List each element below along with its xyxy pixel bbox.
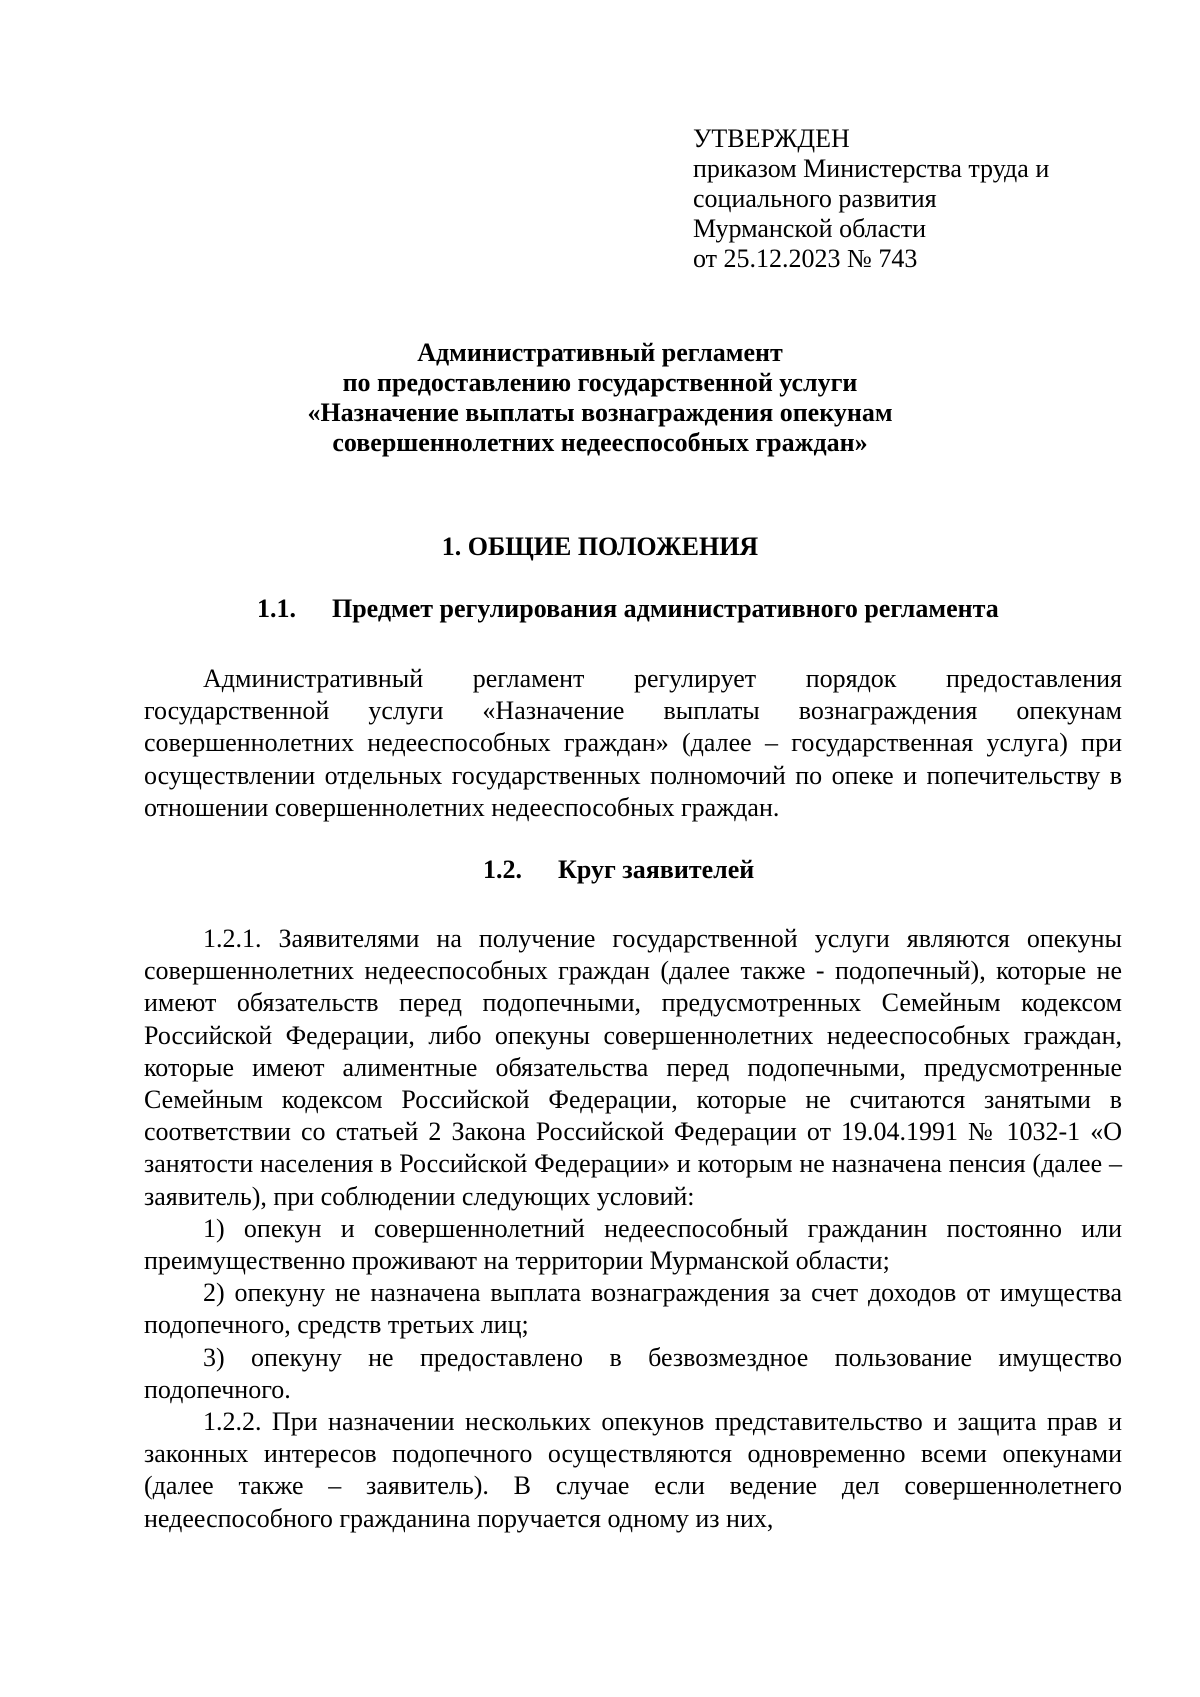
title-line: по предоставлению государственной услуги bbox=[342, 368, 858, 397]
subsection-title: Круг заявителей bbox=[558, 855, 755, 884]
subsection-heading-1-1 bbox=[257, 594, 999, 624]
approval-line: Мурманской области bbox=[693, 214, 926, 243]
section-heading: 1. ОБЩИЕ ПОЛОЖЕНИЯ bbox=[441, 532, 759, 561]
paragraph: 1) опекун и совершеннолетний недееспособный гражданин постоянно или преимущественно проживают на территории Мурманской области; bbox=[144, 1213, 1122, 1276]
approval-line: от 25.12.2023 № 743 bbox=[693, 244, 918, 273]
title-line: Административный регламент bbox=[417, 338, 783, 367]
approval-line: УТВЕРЖДЕН bbox=[693, 124, 850, 153]
approval-stamp-block bbox=[693, 124, 1049, 274]
paragraphs-1-2 bbox=[144, 923, 1122, 1535]
paragraph: 2) опекуну не назначена выплата вознаграждения за счет доходов от имущества подопечного, средств третьих лиц; bbox=[144, 1278, 1122, 1340]
paragraph: Административный регламент регулирует порядок предоставления государственной услуги «Назначение выплаты вознаграждения опекунам совершеннолетних недееспособных граждан» (далее – государственная услуга) при осуществлении отдельных государственных полномочий по опеке и попечительству в отношении совершеннолетних недееспособных граждан. bbox=[144, 664, 1122, 822]
paragraph-1-1 bbox=[144, 663, 1122, 824]
title-line: совершеннолетних недееспособных граждан» bbox=[332, 428, 868, 457]
title-line: «Назначение выплаты вознаграждения опекунам bbox=[307, 398, 893, 427]
subsection-heading-1-2 bbox=[483, 855, 754, 885]
document-title bbox=[0, 338, 1200, 458]
subsection-number: 1.1. bbox=[257, 594, 296, 623]
approval-line: социального развития bbox=[693, 184, 937, 213]
subsection-number: 1.2. bbox=[483, 855, 522, 884]
paragraph: 1.2.2. При назначении нескольких опекунов представительство и защита прав и законных интересов подопечного осуществляются одновременно всеми опекунами (далее также – заявитель). В случае если ведение дел совершеннолетнего недееспособного гражданина поручается одному из них, bbox=[144, 1407, 1122, 1533]
approval-line: приказом Министерства труда и bbox=[693, 154, 1050, 183]
subsection-title: Предмет регулирования административного регламента bbox=[332, 594, 999, 623]
paragraph: 3) опекуну не предоставлено в безвозмездное пользование имущество подопечного. bbox=[144, 1342, 1122, 1404]
paragraph: 1.2.1. Заявителями на получение государственной услуги являются опекуны совершеннолетних недееспособных граждан (далее также - подопечный), которые не имеют обязательств перед подопечными, предусмотренных Семейным кодексом Российской Федерации, либо опекуны совершеннолетних недееспособных граждан, которые имеют алиментные обязательства перед подопечными, предусмотренные Семейным кодексом Российской Федерации, которые не считаются занятыми в соответствии со статьей 2 Закона Российской Федерации от 19.04.1991 № 1032-1 «О занятости населения в Российской Федерации» и которым не назначена пенсия (далее – заявитель), при соблюдении следующих условий: bbox=[144, 924, 1122, 1211]
